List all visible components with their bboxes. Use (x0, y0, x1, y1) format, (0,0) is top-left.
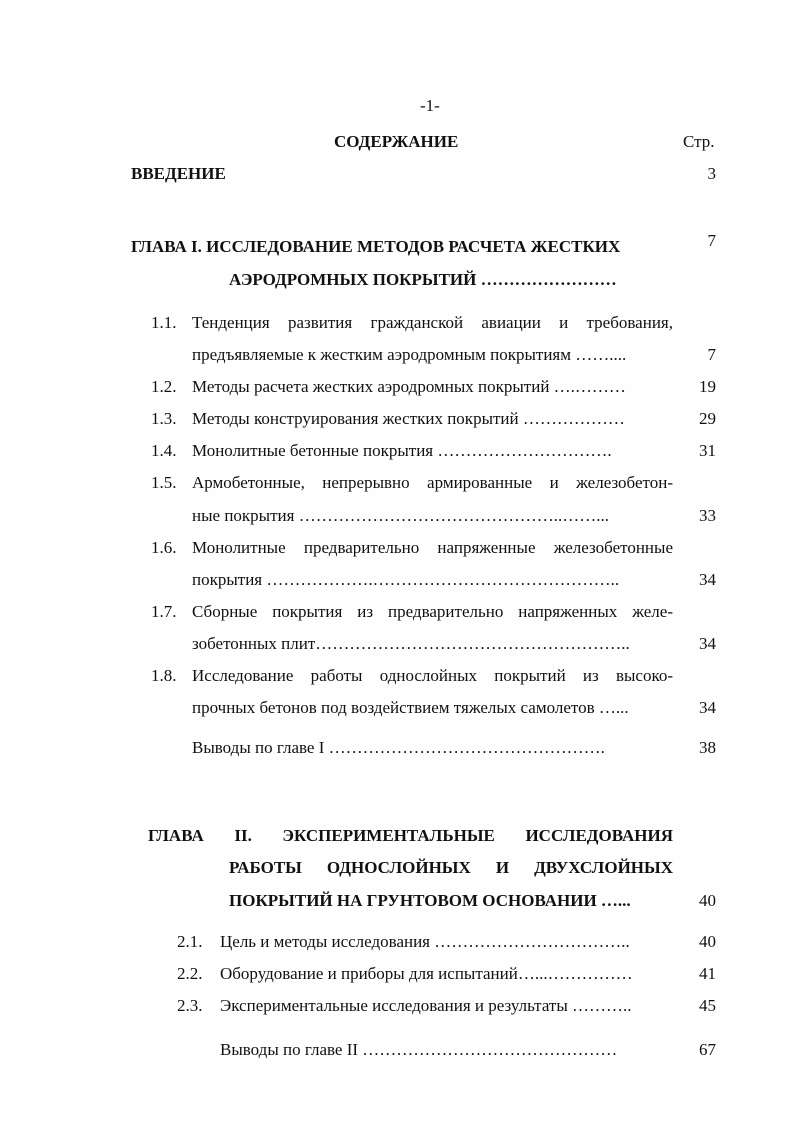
toc-item-page: 7 (707, 345, 716, 364)
toc-item-number: 2.2. (177, 964, 203, 983)
toc-item-title-cont: зобетонных плит……………………………………………….. (192, 634, 630, 653)
toc-item-number: 1.7. (151, 602, 177, 621)
toc-item-page: 31 (699, 441, 716, 460)
toc-item-number: 2.3. (177, 996, 203, 1015)
toc-item-title: Сборные покрытия из предварительно напряженных желе- (192, 602, 673, 621)
toc-item-title: Оборудование и приборы для испытаний…...…………… (220, 964, 633, 983)
toc-item-page: 19 (699, 377, 716, 396)
chapter-2-conclusion-page: 67 (699, 1040, 716, 1059)
chapter-2-conclusion: Выводы по главе II ……………………………………… (220, 1040, 618, 1059)
toc-item-title: Методы расчета жестких аэродромных покрытий ….……… (192, 377, 626, 396)
chapter-2-page: 40 (699, 891, 716, 910)
toc-item-page: 29 (699, 409, 716, 428)
toc-item-page: 40 (699, 932, 716, 951)
toc-item-title: Цель и методы исследования …………………………….. (220, 932, 630, 951)
toc-item-number: 1.1. (151, 313, 177, 332)
page-number: -1- (420, 96, 440, 115)
toc-item-title-cont: ные покрытия ………………………………………..……... (192, 506, 609, 525)
toc-item-title: Армобетонные, непрерывно армированные и железобетон- (192, 473, 673, 492)
chapter-1-title-line1: ГЛАВА I. ИССЛЕДОВАНИЕ МЕТОДОВ РАСЧЕТА ЖЕСТКИХ (131, 237, 621, 256)
toc-item-number: 1.8. (151, 666, 177, 685)
toc-item-number: 2.1. (177, 932, 203, 951)
toc-item-page: 34 (699, 570, 716, 589)
toc-intro-page: 3 (707, 164, 716, 183)
chapter-1-title-line2: АЭРОДРОМНЫХ ПОКРЫТИЙ …………………… (229, 270, 617, 289)
toc-item-title: Исследование работы однослойных покрытий из высоко- (192, 666, 673, 685)
toc-item-number: 1.4. (151, 441, 177, 460)
toc-item-number: 1.5. (151, 473, 177, 492)
chapter-1-conclusion-page: 38 (699, 738, 716, 757)
toc-item-number: 1.3. (151, 409, 177, 428)
toc-item-page: 34 (699, 698, 716, 717)
toc-item-page: 45 (699, 996, 716, 1015)
chapter-2-title-line1: ГЛАВА II. ЭКСПЕРИМЕНТАЛЬНЫЕ ИССЛЕДОВАНИЯ (148, 826, 673, 845)
toc-item-title: Монолитные предварительно напряженные железобетонные (192, 538, 673, 557)
toc-item-title-cont: прочных бетонов под воздействием тяжелых самолетов …... (192, 698, 629, 717)
toc-item-title: Монолитные бетонные покрытия …………………………. (192, 441, 612, 460)
toc-item-title: Экспериментальные исследования и результаты ……….. (220, 996, 632, 1015)
chapter-1-conclusion: Выводы по главе I …………………………………………. (192, 738, 605, 757)
toc-item-title: Тенденция развития гражданской авиации и требования, (192, 313, 673, 332)
toc-item-number: 1.6. (151, 538, 177, 557)
toc-item-number: 1.2. (151, 377, 177, 396)
toc-item-page: 34 (699, 634, 716, 653)
toc-item-page: 33 (699, 506, 716, 525)
chapter-2-title-line2: РАБОТЫ ОДНОСЛОЙНЫХ И ДВУХСЛОЙНЫХ (229, 858, 673, 877)
chapter-2-title-line3: ПОКРЫТИЙ НА ГРУНТОВОМ ОСНОВАНИИ …... (229, 891, 631, 910)
toc-title: СОДЕРЖАНИЕ (334, 132, 459, 151)
toc-intro-label: ВВЕДЕНИЕ (131, 164, 226, 183)
page-column-header: Стр. (683, 132, 715, 151)
toc-item-title-cont: предъявляемые к жестким аэродромным покрытиям …….... (192, 345, 627, 364)
toc-item-title-cont: покрытия ……………….…………………………………….. (192, 570, 620, 589)
chapter-1-page: 7 (707, 231, 716, 250)
toc-item-page: 41 (699, 964, 716, 983)
toc-item-title: Методы конструирования жестких покрытий ……………… (192, 409, 625, 428)
